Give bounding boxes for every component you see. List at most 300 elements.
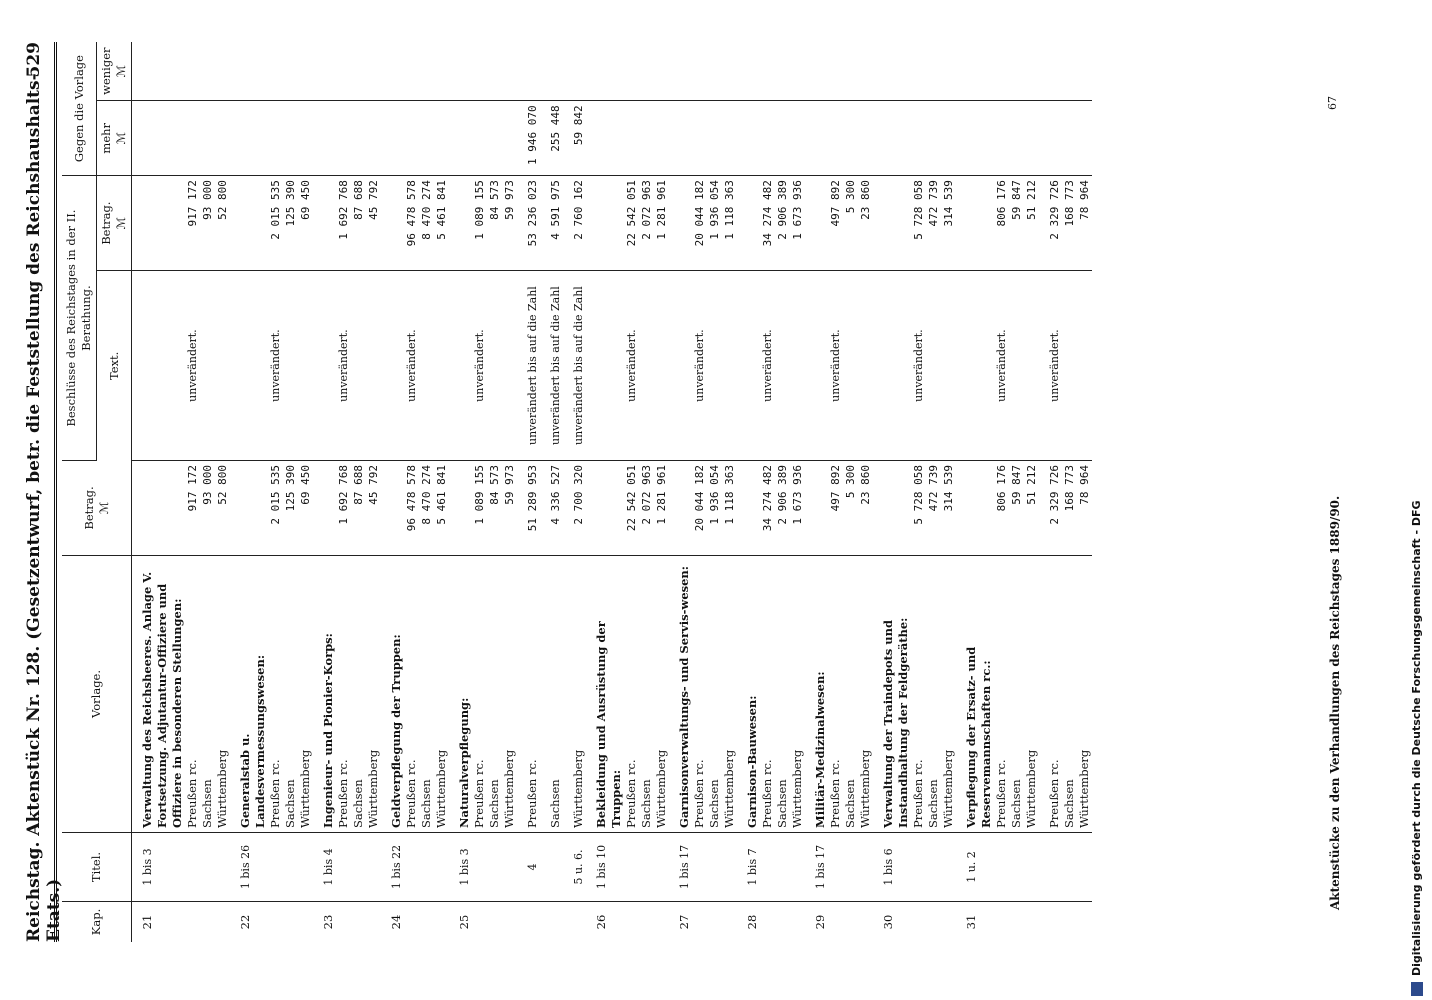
mark-unit: ℳ bbox=[96, 501, 111, 515]
vorlage-amount: 2 700 320 bbox=[563, 461, 586, 556]
budget-table bbox=[62, 42, 1092, 942]
state-label: Sachsen bbox=[200, 556, 215, 833]
decision-amount: 168 773 bbox=[1062, 176, 1077, 271]
empty-cell bbox=[805, 42, 828, 101]
weniger-amount bbox=[517, 42, 540, 101]
empty-cell bbox=[1077, 902, 1092, 943]
state-label: Preußen rc. bbox=[828, 556, 843, 833]
empty-cell bbox=[404, 902, 419, 943]
titel-range: 5 u. 6. bbox=[563, 833, 586, 902]
state-label: Preußen rc. bbox=[517, 556, 540, 833]
empty-cell bbox=[419, 902, 434, 943]
col-vorlage: Vorlage. bbox=[62, 556, 132, 833]
page-number: 529 bbox=[24, 42, 44, 78]
weniger-amount bbox=[1039, 42, 1062, 101]
empty-cell bbox=[956, 101, 994, 176]
empty-cell bbox=[230, 42, 268, 101]
empty-cell bbox=[132, 42, 186, 101]
table-row bbox=[994, 42, 1009, 942]
vorlage-amount: 8 470 274 bbox=[419, 461, 434, 556]
empty-cell bbox=[298, 902, 313, 943]
state-label: Württemberg bbox=[722, 556, 737, 833]
weniger-amount bbox=[1009, 42, 1024, 101]
group-heading-row bbox=[956, 42, 994, 942]
mehr-amount bbox=[434, 101, 449, 176]
group-heading-row bbox=[313, 42, 336, 942]
empty-cell bbox=[654, 833, 669, 902]
state-label: Preußen rc. bbox=[760, 556, 775, 833]
decision-amount: 23 860 bbox=[858, 176, 873, 271]
mehr-amount bbox=[722, 101, 737, 176]
empty-cell bbox=[366, 271, 381, 461]
weniger-amount bbox=[283, 42, 298, 101]
empty-cell bbox=[994, 833, 1009, 902]
titel-range: 1 bis 26 bbox=[230, 833, 268, 902]
decision-amount: 2 760 162 bbox=[563, 176, 586, 271]
decision-amount: 69 450 bbox=[298, 176, 313, 271]
vorlage-amount: 5 728 058 bbox=[911, 461, 926, 556]
vorlage-amount: 1 936 054 bbox=[707, 461, 722, 556]
table-row bbox=[404, 42, 419, 942]
vorlage-amount: 806 176 bbox=[994, 461, 1009, 556]
table-row bbox=[843, 42, 858, 942]
vorlage-amount: 1 118 363 bbox=[722, 461, 737, 556]
empty-cell bbox=[707, 833, 722, 902]
empty-cell bbox=[956, 271, 994, 461]
weniger-amount bbox=[843, 42, 858, 101]
empty-cell bbox=[366, 902, 381, 943]
weniger-amount bbox=[1062, 42, 1077, 101]
empty-cell bbox=[449, 271, 472, 461]
empty-cell bbox=[132, 101, 186, 176]
vorlage-amount: 125 390 bbox=[283, 461, 298, 556]
vorlage-amount: 59 973 bbox=[502, 461, 517, 556]
header-title: Reichstag. Aktenstück Nr. 128. (Gesetzentwurf, betr. die Feststellung des Reichshaushalts-Etats.) bbox=[24, 73, 64, 942]
mark-unit-2: ℳ bbox=[114, 217, 128, 230]
empty-cell bbox=[926, 271, 941, 461]
empty-cell bbox=[185, 902, 200, 943]
vorlage-amount: 87 688 bbox=[351, 461, 366, 556]
mehr-label: mehr bbox=[99, 122, 113, 154]
col-titel: Titel. bbox=[62, 833, 132, 902]
betrag-label-2: Betrag. bbox=[99, 201, 113, 245]
empty-cell bbox=[828, 833, 843, 902]
weniger-amount bbox=[828, 42, 843, 101]
mehr-amount bbox=[858, 101, 873, 176]
decision-amount: 125 390 bbox=[283, 176, 298, 271]
mehr-amount bbox=[1077, 101, 1092, 176]
group-heading: Garnisonverwaltungs- und Servis-wesen: bbox=[669, 556, 692, 833]
vorlage-amount: 59 847 bbox=[1009, 461, 1024, 556]
state-label: Württemberg bbox=[563, 556, 586, 833]
col-kap: Kap. bbox=[62, 902, 132, 943]
decision-amount: 4 591 975 bbox=[540, 176, 563, 271]
weniger-amount bbox=[200, 42, 215, 101]
group-heading: Verpflegung der Ersatz- und Reservemannschaften rc.: bbox=[956, 556, 994, 833]
kap-number: 23 bbox=[321, 914, 335, 930]
weniger-amount bbox=[540, 42, 563, 101]
mehr-amount bbox=[472, 101, 487, 176]
empty-cell bbox=[230, 461, 268, 556]
empty-cell bbox=[381, 271, 404, 461]
mehr-amount bbox=[654, 101, 669, 176]
table-row bbox=[775, 42, 790, 942]
empty-cell bbox=[419, 833, 434, 902]
kap-number: 31 bbox=[964, 914, 978, 930]
decision-amount: 2 072 963 bbox=[639, 176, 654, 271]
empty-cell bbox=[283, 271, 298, 461]
empty-cell bbox=[381, 461, 404, 556]
empty-cell bbox=[449, 461, 472, 556]
empty-cell bbox=[487, 902, 502, 943]
titel-range: 1 bis 3 bbox=[132, 833, 186, 902]
titel-range bbox=[1039, 833, 1062, 902]
weniger-amount bbox=[434, 42, 449, 101]
empty-cell bbox=[941, 271, 956, 461]
state-label: Preußen rc. bbox=[911, 556, 926, 833]
kap-number: 21 bbox=[140, 914, 154, 930]
mehr-amount bbox=[1039, 101, 1062, 176]
empty-cell bbox=[941, 902, 956, 943]
empty-cell bbox=[336, 902, 351, 943]
state-label: Preußen rc. bbox=[336, 556, 351, 833]
empty-cell bbox=[230, 271, 268, 461]
empty-cell bbox=[586, 176, 624, 271]
col-weniger bbox=[97, 42, 132, 101]
table-row bbox=[858, 42, 873, 942]
decision-amount: 472 739 bbox=[926, 176, 941, 271]
table-row bbox=[1024, 42, 1039, 942]
weniger-amount bbox=[1077, 42, 1092, 101]
vorlage-amount: 51 212 bbox=[1024, 461, 1039, 556]
empty-cell bbox=[1077, 271, 1092, 461]
empty-cell bbox=[1024, 833, 1039, 902]
empty-cell bbox=[1024, 902, 1039, 943]
table-row bbox=[502, 42, 517, 942]
kap-number: 26 bbox=[594, 914, 608, 930]
empty-cell bbox=[639, 833, 654, 902]
decision-text: unverändert bis auf die Zahl bbox=[517, 271, 540, 461]
decision-amount: 5 461 841 bbox=[434, 176, 449, 271]
empty-cell bbox=[381, 176, 404, 271]
vorlage-amount: 78 964 bbox=[1077, 461, 1092, 556]
digitization-text: Digitalisierung gefördert durch die Deutsche Forschungsgemeinschaft - DFG bbox=[1410, 500, 1423, 976]
table-row bbox=[268, 42, 283, 942]
weniger-amount bbox=[994, 42, 1009, 101]
empty-cell bbox=[775, 833, 790, 902]
vorlage-amount: 4 336 527 bbox=[540, 461, 563, 556]
weniger-label: weniger bbox=[99, 47, 113, 95]
empty-cell bbox=[586, 461, 624, 556]
empty-cell bbox=[1009, 271, 1024, 461]
table-row bbox=[517, 42, 540, 942]
empty-cell bbox=[654, 271, 669, 461]
table-row bbox=[487, 42, 502, 942]
empty-cell bbox=[994, 902, 1009, 943]
group-heading-row bbox=[230, 42, 268, 942]
footer-page: 67 bbox=[1326, 96, 1339, 110]
empty-cell bbox=[624, 902, 639, 943]
empty-cell bbox=[692, 902, 707, 943]
titel-range: 1 bis 3 bbox=[449, 833, 472, 902]
decision-amount: 1 281 961 bbox=[654, 176, 669, 271]
mehr-amount bbox=[775, 101, 790, 176]
titel-range: 4 bbox=[517, 833, 540, 902]
empty-cell bbox=[805, 271, 828, 461]
state-label: Sachsen bbox=[283, 556, 298, 833]
empty-cell bbox=[805, 101, 828, 176]
vorlage-amount: 84 573 bbox=[487, 461, 502, 556]
vorlage-amount: 1 089 155 bbox=[472, 461, 487, 556]
decision-amount: 497 892 bbox=[828, 176, 843, 271]
weniger-amount bbox=[215, 42, 230, 101]
empty-cell bbox=[654, 902, 669, 943]
empty-cell bbox=[381, 101, 404, 176]
empty-cell bbox=[669, 176, 692, 271]
empty-cell bbox=[737, 101, 760, 176]
state-label: Sachsen bbox=[639, 556, 654, 833]
weniger-amount bbox=[639, 42, 654, 101]
state-label: Preußen rc. bbox=[994, 556, 1009, 833]
weniger-amount bbox=[775, 42, 790, 101]
weniger-amount bbox=[404, 42, 419, 101]
empty-cell bbox=[858, 271, 873, 461]
empty-cell bbox=[790, 833, 805, 902]
kap-number: 25 bbox=[457, 914, 471, 930]
vorlage-amount: 472 739 bbox=[926, 461, 941, 556]
empty-cell bbox=[366, 833, 381, 902]
state-label: Sachsen bbox=[1062, 556, 1077, 833]
vorlage-amount: 45 792 bbox=[366, 461, 381, 556]
weniger-amount bbox=[790, 42, 805, 101]
weniger-amount bbox=[911, 42, 926, 101]
state-label: Preußen rc. bbox=[472, 556, 487, 833]
empty-cell bbox=[449, 101, 472, 176]
empty-cell bbox=[722, 902, 737, 943]
table-body bbox=[132, 42, 1093, 942]
table-row bbox=[654, 42, 669, 942]
state-label: Preußen rc. bbox=[1039, 556, 1062, 833]
empty-cell bbox=[941, 833, 956, 902]
empty-cell bbox=[215, 271, 230, 461]
empty-cell bbox=[669, 101, 692, 176]
group-heading-row bbox=[132, 42, 186, 942]
decision-amount: 2 015 535 bbox=[268, 176, 283, 271]
weniger-amount bbox=[707, 42, 722, 101]
empty-cell bbox=[502, 902, 517, 943]
state-label: Preußen rc. bbox=[185, 556, 200, 833]
weniger-amount bbox=[502, 42, 517, 101]
weniger-amount bbox=[336, 42, 351, 101]
weniger-amount bbox=[563, 42, 586, 101]
table-row bbox=[692, 42, 707, 942]
state-label: Sachsen bbox=[775, 556, 790, 833]
vorlage-amount: 1 673 936 bbox=[790, 461, 805, 556]
empty-cell bbox=[873, 176, 911, 271]
digitization-note bbox=[1410, 0, 1423, 1000]
empty-cell bbox=[230, 176, 268, 271]
empty-cell bbox=[313, 42, 336, 101]
state-label: Sachsen bbox=[419, 556, 434, 833]
state-label: Preußen rc. bbox=[404, 556, 419, 833]
empty-cell bbox=[790, 902, 805, 943]
mehr-amount bbox=[366, 101, 381, 176]
mehr-amount: 1 946 070 bbox=[517, 101, 540, 176]
decision-amount: 806 176 bbox=[994, 176, 1009, 271]
empty-cell bbox=[1062, 271, 1077, 461]
group-heading-row bbox=[873, 42, 911, 942]
titel-range: 1 u. 2 bbox=[956, 833, 994, 902]
decision-amount: 5 728 058 bbox=[911, 176, 926, 271]
col-beschluesse: Beschlüsse des Reichstages in der II. Berathung. bbox=[62, 176, 97, 461]
empty-cell bbox=[956, 42, 994, 101]
mehr-amount bbox=[941, 101, 956, 176]
group-heading: Geldverpflegung der Truppen: bbox=[381, 556, 404, 833]
table-row bbox=[926, 42, 941, 942]
mehr-amount: 59 842 bbox=[563, 101, 586, 176]
empty-cell bbox=[790, 271, 805, 461]
page-header bbox=[18, 42, 64, 942]
decision-text: unverändert. bbox=[268, 271, 283, 461]
col-gegen-vorlage: Gegen die Vorlage bbox=[62, 42, 97, 176]
vorlage-amount: 5 300 bbox=[843, 461, 858, 556]
empty-cell bbox=[434, 833, 449, 902]
decision-text: unverändert. bbox=[994, 271, 1009, 461]
mehr-amount bbox=[200, 101, 215, 176]
mehr-amount bbox=[283, 101, 298, 176]
table-row bbox=[283, 42, 298, 942]
decision-text: unverändert bis auf die Zahl bbox=[563, 271, 586, 461]
titel-range bbox=[540, 833, 563, 902]
mehr-amount bbox=[487, 101, 502, 176]
state-label: Sachsen bbox=[540, 556, 563, 833]
state-label: Württemberg bbox=[298, 556, 313, 833]
empty-cell bbox=[215, 902, 230, 943]
table-row bbox=[563, 42, 586, 942]
mehr-amount bbox=[419, 101, 434, 176]
decision-amount: 53 236 023 bbox=[517, 176, 540, 271]
empty-cell bbox=[873, 461, 911, 556]
group-heading-row bbox=[669, 42, 692, 942]
decision-text: unverändert. bbox=[828, 271, 843, 461]
state-label: Württemberg bbox=[502, 556, 517, 833]
titel-range: 1 bis 22 bbox=[381, 833, 404, 902]
kap-number: 22 bbox=[238, 914, 252, 930]
empty-cell bbox=[586, 101, 624, 176]
weniger-amount bbox=[472, 42, 487, 101]
table-row bbox=[639, 42, 654, 942]
empty-cell bbox=[873, 271, 911, 461]
empty-cell bbox=[624, 833, 639, 902]
table-row bbox=[351, 42, 366, 942]
decision-amount: 1 118 363 bbox=[722, 176, 737, 271]
table-row bbox=[215, 42, 230, 942]
table-row bbox=[540, 42, 563, 942]
weniger-amount bbox=[926, 42, 941, 101]
empty-cell bbox=[313, 101, 336, 176]
vorlage-amount: 917 172 bbox=[185, 461, 200, 556]
kap-number bbox=[1039, 902, 1062, 943]
empty-cell bbox=[1009, 902, 1024, 943]
table-row bbox=[828, 42, 843, 942]
state-label: Preußen rc. bbox=[624, 556, 639, 833]
empty-cell bbox=[132, 176, 186, 271]
vorlage-amount: 5 461 841 bbox=[434, 461, 449, 556]
mehr-amount bbox=[1009, 101, 1024, 176]
col-mehr bbox=[97, 101, 132, 176]
table-row bbox=[911, 42, 926, 942]
empty-cell bbox=[843, 271, 858, 461]
mehr-amount bbox=[215, 101, 230, 176]
decision-text: unverändert. bbox=[1039, 271, 1062, 461]
vorlage-amount: 34 274 482 bbox=[760, 461, 775, 556]
col-betrag-2 bbox=[97, 176, 132, 271]
decision-text: unverändert bis auf die Zahl bbox=[540, 271, 563, 461]
decision-amount: 8 470 274 bbox=[419, 176, 434, 271]
decision-amount: 78 964 bbox=[1077, 176, 1092, 271]
table-row bbox=[624, 42, 639, 942]
empty-cell bbox=[639, 902, 654, 943]
state-label: Preußen rc. bbox=[268, 556, 283, 833]
decision-text: unverändert. bbox=[472, 271, 487, 461]
mehr-amount bbox=[760, 101, 775, 176]
mehr-amount bbox=[404, 101, 419, 176]
empty-cell bbox=[843, 833, 858, 902]
state-label: Württemberg bbox=[858, 556, 873, 833]
table-row bbox=[336, 42, 351, 942]
vorlage-amount: 497 892 bbox=[828, 461, 843, 556]
mehr-amount bbox=[298, 101, 313, 176]
empty-cell bbox=[586, 271, 624, 461]
empty-cell bbox=[669, 42, 692, 101]
vorlage-amount: 93 000 bbox=[200, 461, 215, 556]
decision-amount: 1 936 054 bbox=[707, 176, 722, 271]
decision-amount: 1 089 155 bbox=[472, 176, 487, 271]
weniger-amount bbox=[654, 42, 669, 101]
kap-number: 27 bbox=[677, 914, 691, 930]
empty-cell bbox=[313, 271, 336, 461]
empty-cell bbox=[669, 271, 692, 461]
empty-cell bbox=[449, 42, 472, 101]
mehr-amount bbox=[1062, 101, 1077, 176]
empty-cell bbox=[487, 833, 502, 902]
empty-cell bbox=[1009, 833, 1024, 902]
weniger-amount bbox=[692, 42, 707, 101]
weniger-amount bbox=[941, 42, 956, 101]
empty-cell bbox=[283, 902, 298, 943]
empty-cell bbox=[737, 42, 760, 101]
group-heading: Generalstab u. Landesvermessungswesen: bbox=[230, 556, 268, 833]
titel-range: 1 bis 4 bbox=[313, 833, 336, 902]
decision-amount: 20 044 182 bbox=[692, 176, 707, 271]
vorlage-amount: 69 450 bbox=[298, 461, 313, 556]
table-row bbox=[1009, 42, 1024, 942]
table-row bbox=[722, 42, 737, 942]
empty-cell bbox=[351, 271, 366, 461]
col-betrag bbox=[62, 461, 132, 556]
empty-cell bbox=[1077, 833, 1092, 902]
empty-cell bbox=[200, 271, 215, 461]
empty-cell bbox=[775, 271, 790, 461]
empty-cell bbox=[926, 902, 941, 943]
empty-cell bbox=[351, 902, 366, 943]
kap-number: 29 bbox=[813, 914, 827, 930]
mehr-amount bbox=[911, 101, 926, 176]
group-heading-row bbox=[449, 42, 472, 942]
kap-number: 24 bbox=[389, 914, 403, 930]
titel-range: 1 bis 10 bbox=[586, 833, 624, 902]
vorlage-amount: 1 692 768 bbox=[336, 461, 351, 556]
